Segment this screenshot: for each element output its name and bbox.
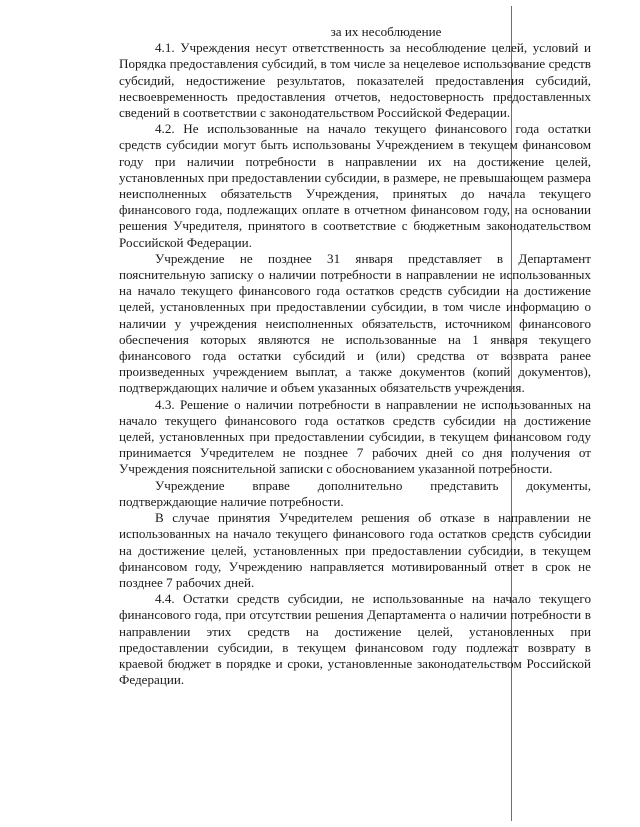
paragraph-4-3: 4.3. Решение о наличии потребности в направлении не использованных на начало текущего финансового года остатков средств субсидии на достижение целей, установленных при предоставлении субсидии, в текущем финансовом году принимается Учредителем не позднее 7 рабочих дней со дня получения от Учреждения пояснительной записки с обоснованием указанной потребности. bbox=[119, 396, 591, 477]
paragraph-4-2: 4.2. Не использованные на начало текущего финансового года остатки средств субсидии могут быть использованы Учреждением в текущем финансовом году при наличии потребности в направлении их на достижение целей, установленных при предоставлении субсидии, в размере, не превышающем размера неисполненных обязательств Учреждения, принятых до начала текущего финансового года, подлежащих оплате в отчетном финансовом году, на основании решения Учредителя, принятого в соответствие с бюджетным законодательством Российской Федерации. bbox=[119, 121, 591, 250]
document-body bbox=[119, 24, 591, 688]
paragraph-explanatory-note: Учреждение не позднее 31 января представляет в Департамент пояснительную записку о наличии потребности в направлении не использованных на начало текущего финансового года остатков средств субсидии на достижение целей, установленных при предоставлении субсидии, в том числе информацию о наличии у учреждения неисполненных обязательств, источником финансового обеспечения которых являются не использованные на 1 января текущего финансового года остатки субсидий и (или) средства от возврата ранее произведенных учреждением выплат, а также документов (копий документов), подтверждающих наличие и объем указанных обязательств учреждения. bbox=[119, 250, 591, 396]
section-heading-tail: за их несоблюдение bbox=[330, 24, 442, 39]
paragraph-4-4: 4.4. Остатки средств субсидии, не использованные на начало текущего финансового года, при отсутствии решения Департамента о наличии потребности в направлении этих средств на достижение целей, установленных при предоставлении субсидии, в текущем финансовом году подлежат возврату в краевой бюджет в порядке и сроки, установленные законодательством Российской Федерации. bbox=[119, 591, 591, 688]
paragraph-refusal: В случае принятия Учредителем решения об отказе в направлении не использованных на начало текущего финансового года остатков средств субсидии на достижение целей, установленных при предоставлении субсидии, в текущем финансовом году, Учреждению направляется мотивированный ответ в срок не позднее 7 рабочих дней. bbox=[119, 510, 591, 590]
paragraph-additional-documents: Учреждение вправе дополнительно представить документы, подтверждающие наличие потребности. bbox=[119, 477, 591, 509]
paragraph-4-1: 4.1. Учреждения несут ответственность за несоблюдение целей, условий и Порядка предоставления субсидий, в том числе за нецелевое использование средств субсидий, недостижение результатов, показателей предоставления субсидий, несвоевременность предоставления отчетов, недостоверность предоставленных сведений в соответствии с законодательством Российской Федерации. bbox=[119, 40, 591, 121]
